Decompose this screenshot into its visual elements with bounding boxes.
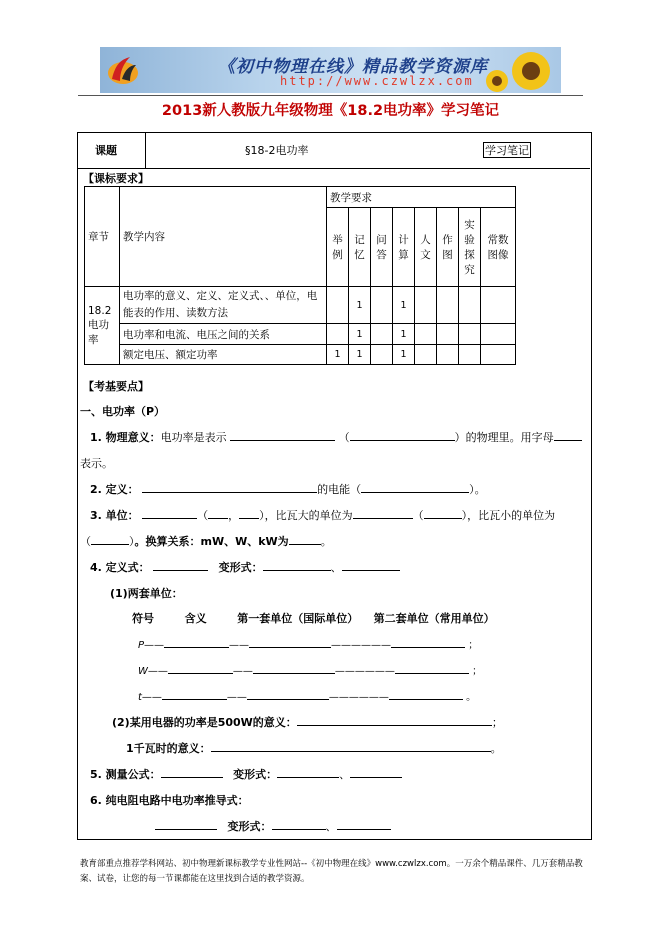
unit-row-w: W—— —— —————— ；: [138, 662, 482, 677]
text: ）。: [469, 483, 486, 496]
chapter-cell: 18.2电功率: [85, 287, 120, 365]
blank[interactable]: [277, 766, 339, 778]
level-cell: 常数图像: [481, 208, 516, 287]
label: 变形式：: [218, 561, 263, 574]
line-derivation-blanks: 变形式： 、: [155, 818, 391, 834]
row-content: 电功率和电流、电压之间的关系: [120, 324, 327, 345]
label: 1千瓦时的意义：: [126, 742, 211, 755]
mark: [371, 324, 393, 345]
blank[interactable]: [161, 766, 223, 778]
blank[interactable]: [361, 481, 469, 493]
label: (2)某用电器的功率是500W的意义：: [112, 716, 297, 729]
blank[interactable]: [342, 559, 400, 571]
mark: 1: [393, 345, 415, 365]
unit-row-p: P—— —— —————— ；: [138, 636, 478, 651]
mark: [481, 324, 516, 345]
hdr-common: 第二套单位（常用单位）: [373, 612, 495, 625]
text: ，比瓦小的单位为: [467, 509, 556, 522]
mark: 1: [349, 287, 371, 324]
units-header-row: [132, 610, 495, 626]
two-unit-sets: (1)两套单位：: [110, 587, 183, 600]
mark: 1: [393, 287, 415, 324]
blank[interactable]: [142, 481, 317, 493]
mark: [481, 287, 516, 324]
hdr-symbol: 符号: [132, 612, 154, 625]
mark: [415, 324, 437, 345]
level-cell: 计算: [393, 208, 415, 287]
label: 变形式：: [233, 768, 278, 781]
line-formula: 4. 定义式： 变形式： 、: [90, 559, 400, 575]
site-banner: [100, 47, 561, 93]
banner-url[interactable]: http://www.czwlzx.com: [280, 74, 474, 88]
blank[interactable]: [350, 766, 402, 778]
blank[interactable]: [289, 533, 321, 545]
mark: [481, 345, 516, 365]
blank[interactable]: [272, 818, 326, 830]
blank[interactable]: [164, 636, 229, 648]
mark: [437, 345, 459, 365]
blank[interactable]: [391, 636, 465, 648]
document-title: 2013新人教版九年级物理《18.2电功率》学习笔记: [161, 103, 500, 119]
blank[interactable]: [353, 507, 413, 519]
line-unit: 3. 单位： （ ， ），比瓦大的单位为 （ ），比瓦小的单位为: [90, 509, 556, 522]
line-kwh: 1千瓦时的意义： 。: [126, 742, 502, 755]
divider: [145, 132, 146, 168]
col-chapter: 章节: [85, 187, 120, 287]
text: 。换算关系：mW、W、kW为: [134, 535, 289, 548]
text: 的物理里。用字母: [465, 431, 554, 444]
blank[interactable]: [208, 507, 228, 519]
blank[interactable]: [263, 559, 331, 571]
blank[interactable]: [554, 429, 582, 441]
blank[interactable]: [350, 429, 455, 441]
blank[interactable]: [211, 740, 491, 752]
requirements-table: [84, 186, 516, 365]
blank[interactable]: [395, 662, 469, 674]
blank[interactable]: [168, 662, 233, 674]
col-teach-req: 教学要求: [327, 187, 516, 208]
blank[interactable]: [247, 688, 329, 700]
blank[interactable]: [389, 688, 463, 700]
row-content: 额定电压、额定功率: [120, 345, 327, 365]
mark: 1: [349, 345, 371, 365]
hdr-si: 第一套单位（国际单位）: [237, 612, 359, 625]
label: 5. 测量公式：: [90, 768, 161, 781]
label: 3. 单位：: [90, 509, 139, 522]
mark: [459, 287, 481, 324]
mark: [327, 287, 349, 324]
mark: [459, 324, 481, 345]
line-500w: (2)某用电器的功率是500W的意义： ；: [112, 716, 503, 729]
blank[interactable]: [91, 533, 129, 545]
topic-label: 课题: [95, 144, 117, 157]
level-cell: 作图: [437, 208, 459, 287]
mark: 1: [349, 324, 371, 345]
level-cell: 人文: [415, 208, 437, 287]
banner-title: 《初中物理在线》精品教学资源库: [218, 57, 488, 77]
mark: [415, 287, 437, 324]
text: 表示。: [80, 457, 113, 470]
row-content: 电功率的意义、定义、定义式、、单位，电能表的作用、读数方法: [120, 287, 327, 324]
mark: 1: [393, 324, 415, 345]
blank[interactable]: [424, 507, 462, 519]
header-rule: [78, 95, 583, 96]
text: 的电能（: [317, 483, 362, 496]
label: 4. 定义式：: [90, 561, 150, 574]
mark: [371, 287, 393, 324]
level-cell: 问答: [371, 208, 393, 287]
label: 1. 物理意义：: [90, 431, 161, 444]
topic-value: §18-2电功率: [245, 144, 309, 157]
line-conversion: （ ）。换算关系：mW、W、kW为 。: [80, 535, 332, 548]
section-key-points: 【考基要点】: [83, 380, 149, 393]
section-requirements: 【课标要求】: [83, 172, 149, 185]
blank[interactable]: [253, 662, 335, 674]
sym: t: [138, 692, 142, 703]
label: 变形式：: [227, 820, 272, 833]
sunflower-icon: [483, 49, 553, 93]
unit-row-t: t—— —— —————— 。: [138, 688, 476, 703]
mark: [437, 324, 459, 345]
level-cell: 记忆: [349, 208, 371, 287]
blank[interactable]: [239, 507, 259, 519]
blank[interactable]: [249, 636, 331, 648]
level-cell: 举例: [327, 208, 349, 287]
blank[interactable]: [142, 507, 197, 519]
footer-note: 教育部重点推荐学科网站、初中物理新课标教学专业性网站--《初中物理在线》www.czwlzx.com。一万余个精品课件、几万套精品教案、试卷，让您的每一节课都能在这里找到合适的教学资源。: [80, 859, 583, 884]
sym: P: [138, 640, 145, 651]
blank[interactable]: [230, 429, 335, 441]
mark: [459, 345, 481, 365]
heading-power: 一、电功率（P）: [80, 405, 166, 418]
blank[interactable]: [155, 818, 217, 830]
blank[interactable]: [337, 818, 391, 830]
text: 电功率是表示: [160, 431, 227, 444]
mark: [327, 324, 349, 345]
level-cell: 实验探究: [459, 208, 481, 287]
label: 2. 定义：: [90, 483, 139, 496]
line-meaning: 1. 物理意义：电功率是表示 （ ）的物理里。用字母: [90, 429, 582, 445]
hdr-meaning: 含义: [184, 612, 207, 625]
blank[interactable]: [153, 559, 208, 571]
topic-row: [77, 132, 590, 169]
line-definition: [90, 481, 486, 497]
line-derivation: 6. 纯电阻电路中电功率推导式：: [90, 794, 249, 807]
blank[interactable]: [297, 714, 492, 726]
sym: W: [138, 666, 148, 677]
site-logo-icon: [106, 53, 140, 87]
text: ，比瓦大的单位为: [264, 509, 353, 522]
blank[interactable]: [162, 688, 227, 700]
mark: 1: [327, 345, 349, 365]
mark: [371, 345, 393, 365]
notes-label: 学习笔记: [485, 144, 529, 157]
mark: [437, 287, 459, 324]
col-content: 教学内容: [120, 187, 327, 287]
mark: [415, 345, 437, 365]
line-measure: 5. 测量公式： 变形式： 、: [90, 766, 402, 782]
